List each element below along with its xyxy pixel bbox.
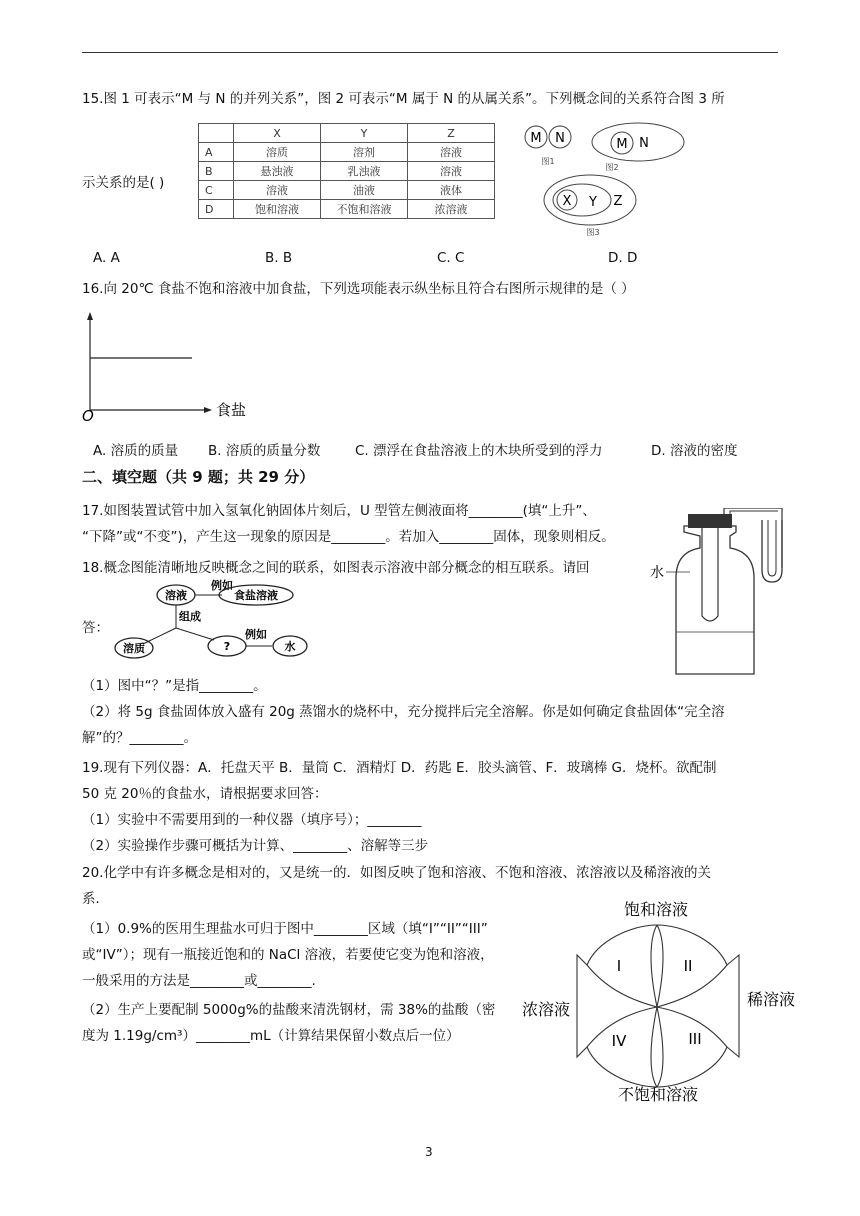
table-row: D 饱和溶液 不饱和溶液 浓溶液 xyxy=(199,200,495,219)
q16-graph xyxy=(78,310,258,422)
q18-sub2-line1: （2）将 5g 食盐固体放入盛有 20g 蒸馏水的烧杯中，充分搅拌后完全溶解。你是如何确定食盐固体“完全溶 xyxy=(82,704,725,720)
q15-stem-line1: 15.图 1 可表示“M 与 N 的并列关系”，图 2 可表示“M 属于 N 的从属关系”。下列概念间的关系符合图 3 所 xyxy=(82,91,725,107)
q20-sub2-line1: （2）生产上要配制 5000g%的盐酸来清洗钢材，需 38%的盐酸（密 xyxy=(82,1002,496,1018)
region-III-label: III xyxy=(688,1030,702,1048)
map-node-water: 水 xyxy=(284,640,296,653)
q20-sub2-line2: 度为 1.19g/cm³）________mL（计算结果保留小数点后一位） xyxy=(82,1028,460,1044)
q15-option-b: B. B xyxy=(265,250,293,266)
fig-label-unsaturated: 不饱和溶液 xyxy=(617,1085,699,1104)
region-II-label: II xyxy=(683,957,693,975)
q20-petal-diagram xyxy=(515,895,805,1110)
q16-option-d: D. 溶液的密度 xyxy=(651,443,738,459)
q19-sub2: （2）实验操作步骤可概括为计算、________、溶解等三步 xyxy=(82,838,429,854)
q18-sub2-line2: 解”的？________。 xyxy=(82,730,197,746)
q15-option-c: C. C xyxy=(437,250,465,266)
fig1 xyxy=(525,126,571,166)
fig1-label: 图1 xyxy=(541,157,555,166)
q15-stem-line2: 示关系的是( ) xyxy=(82,175,165,191)
q16-option-b: B. 溶质的质量分数 xyxy=(208,443,321,459)
fig3-z: Z xyxy=(613,194,623,209)
section-title: 二、填空题（共 9 题；共 29 分） xyxy=(82,468,315,486)
table-row: A 溶质 溶剂 溶液 xyxy=(199,143,495,162)
fig3 xyxy=(544,175,636,237)
map-label-example1: 例如 xyxy=(211,579,233,592)
fig2-label: 图2 xyxy=(605,163,619,172)
stopper xyxy=(688,514,732,528)
map-label-example2: 例如 xyxy=(245,628,267,641)
petals xyxy=(577,925,739,1087)
q19-line2: 50 克 20％的食盐水，请根据要求回答： xyxy=(82,786,328,802)
table-header-row: X Y Z xyxy=(199,124,495,143)
q17-apparatus xyxy=(650,508,805,680)
map-node-solute: 溶质 xyxy=(123,642,145,655)
fig2-m: M xyxy=(616,137,628,152)
fig2 xyxy=(592,123,684,172)
q15-set-figures xyxy=(518,118,688,243)
fig-label-dilute: 稀溶液 xyxy=(746,990,796,1009)
water-label: 水 xyxy=(650,565,664,581)
table-row: C 溶液 油液 液体 xyxy=(199,181,495,200)
fig1-n: N xyxy=(555,131,565,146)
q20-sub1-line3: 一般采用的方法是________或________. xyxy=(82,973,316,989)
u-tube xyxy=(762,520,782,582)
q19-sub1: （1）实验中不需要用到的一种仪器（填序号）；________ xyxy=(82,812,422,828)
q20-line2: 系． xyxy=(82,891,109,907)
test-tube xyxy=(702,528,718,621)
map-node-solution: 溶液 xyxy=(165,589,187,602)
q15-options-table xyxy=(198,123,495,219)
region-I-label: I xyxy=(616,957,622,975)
fig3-x: X xyxy=(562,194,572,209)
q16-origin-label: O xyxy=(82,407,94,422)
header-rule xyxy=(82,52,778,53)
q15-option-a: A. A xyxy=(93,250,120,266)
q16-option-c: C. 漂浮在食盐溶液上的木块所受到的浮力 xyxy=(355,443,603,459)
map-label-compose: 组成 xyxy=(179,610,201,623)
fig3-label: 图3 xyxy=(586,228,600,237)
left-bracket xyxy=(577,955,587,1057)
fig3-y: Y xyxy=(589,195,597,210)
q20-line1: 20.化学中有许多概念是相对的，又是统一的．如图反映了饱和溶液、不饱和溶液、浓溶液以及稀溶液的关 xyxy=(82,865,711,881)
q18-line1: 18.概念图能清晰地反映概念之间的联系，如图表示溶液中部分概念的相互联系。请回 xyxy=(82,560,590,576)
q17-line2: “下降”或“不变”)，产生这一现象的原因是________。若加入________固体，现象则相反。 xyxy=(82,529,615,545)
q16-stem: 16.向 20℃ 食盐不饱和溶液中加食盐，下列选项能表示纵坐标且符合右图所示规律的是（ ） xyxy=(82,281,635,297)
fig-label-saturated: 饱和溶液 xyxy=(623,900,689,919)
fig1-m: M xyxy=(530,131,542,146)
map-node-question: ? xyxy=(223,640,231,653)
page-number: 3 xyxy=(425,1145,433,1159)
q16-x-axis-label: 食盐 xyxy=(216,401,247,419)
q18-sub1: （1）图中“？”是指________。 xyxy=(82,678,267,694)
q17-line1: 17.如图装置试管中加入氢氧化钠固体片刻后，U 型管左侧液面将________(填“上升”、 xyxy=(82,503,596,519)
fig2-n: N xyxy=(639,136,649,151)
region-IV-label: IV xyxy=(611,1032,627,1050)
q18-line2: 答： xyxy=(82,620,109,636)
q18-concept-map xyxy=(110,578,310,666)
q20-sub1-line1: （1）0.9%的医用生理盐水可归于图中________区域（填“I”“II”“III” xyxy=(82,921,488,937)
q19-line1: 19.现有下列仪器：A．托盘天平 B．量筒 C．酒精灯 D．药匙 E．胶头滴管、F．玻璃棒 G．烧杯。欲配制 xyxy=(82,760,717,776)
table-row: B 悬浊液 乳浊液 溶液 xyxy=(199,162,495,181)
map-node-salt-solution: 食盐溶液 xyxy=(234,589,278,602)
fig-label-concentrated: 浓溶液 xyxy=(521,1000,571,1019)
q20-sub1-line2: 或“IV”）；现有一瓶接近饱和的 NaCl 溶液，若要使它变为饱和溶液， xyxy=(82,947,494,963)
right-bracket xyxy=(727,955,739,1057)
q15-option-d: D. D xyxy=(608,250,638,266)
q16-option-a: A. 溶质的质量 xyxy=(93,443,179,459)
